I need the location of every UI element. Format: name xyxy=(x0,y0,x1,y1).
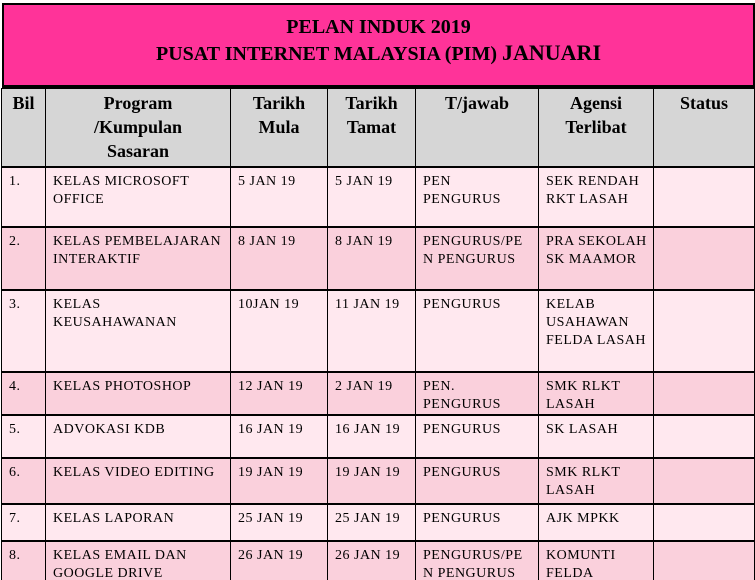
cell-agensi: SMK RLKT LASAH xyxy=(539,372,654,415)
cell-tarikh-tamat: 11 JAN 19 xyxy=(328,290,416,372)
cell-tarikh-mula: 19 JAN 19 xyxy=(231,458,328,504)
cell-tjawab: PENGURUS/PE N PENGURUS xyxy=(416,227,539,290)
cell-status xyxy=(654,372,755,415)
cell-program: KELAS LAPORAN xyxy=(46,504,231,541)
cell-tarikh-tamat: 26 JAN 19 xyxy=(328,541,416,580)
cell-bil: 7. xyxy=(2,504,46,541)
title-line-1: PELAN INDUK 2019 xyxy=(286,16,471,38)
cell-tjawab: PENGURUS xyxy=(416,458,539,504)
cell-agensi: PRA SEKOLAH SK MAAMOR xyxy=(539,227,654,290)
cell-status xyxy=(654,504,755,541)
col-header-tarikh-mula: Tarikh Mula xyxy=(231,89,328,168)
table-row xyxy=(2,541,755,580)
col-header-tjawab: T/jawab xyxy=(416,89,539,168)
cell-tarikh-mula: 10JAN 19 xyxy=(231,290,328,372)
col-header-tarikh-tamat: Tarikh Tamat xyxy=(328,89,416,168)
col-header-status: Status xyxy=(654,89,755,168)
col-header-program: Program /Kumpulan Sasaran xyxy=(46,89,231,168)
cell-tarikh-tamat: 8 JAN 19 xyxy=(328,227,416,290)
table-row xyxy=(2,290,755,372)
cell-status xyxy=(654,458,755,504)
cell-bil: 8. xyxy=(2,541,46,580)
cell-tarikh-tamat: 19 JAN 19 xyxy=(328,458,416,504)
cell-bil: 2. xyxy=(2,227,46,290)
cell-agensi: AJK MPKK xyxy=(539,504,654,541)
cell-agensi: KELAB USAHAWAN FELDA LASAH xyxy=(539,290,654,372)
cell-tarikh-mula: 5 JAN 19 xyxy=(231,167,328,227)
table-row xyxy=(2,372,755,415)
cell-bil: 5. xyxy=(2,415,46,458)
table-row xyxy=(2,167,755,227)
cell-bil: 1. xyxy=(2,167,46,227)
cell-program: KELAS VIDEO EDITING xyxy=(46,458,231,504)
cell-agensi: SMK RLKT LASAH xyxy=(539,458,654,504)
cell-bil: 3. xyxy=(2,290,46,372)
table-row xyxy=(2,227,755,290)
table-header-row xyxy=(2,89,755,168)
cell-tarikh-mula: 26 JAN 19 xyxy=(231,541,328,580)
cell-bil: 6. xyxy=(2,458,46,504)
title-banner xyxy=(2,3,755,88)
cell-tarikh-mula: 25 JAN 19 xyxy=(231,504,328,541)
cell-tarikh-tamat: 5 JAN 19 xyxy=(328,167,416,227)
cell-program: ADVOKASI KDB xyxy=(46,415,231,458)
cell-program: KELAS MICROSOFT OFFICE xyxy=(46,167,231,227)
cell-agensi: SEK RENDAH RKT LASAH xyxy=(539,167,654,227)
cell-tarikh-tamat: 25 JAN 19 xyxy=(328,504,416,541)
cell-status xyxy=(654,167,755,227)
cell-tarikh-mula: 16 JAN 19 xyxy=(231,415,328,458)
table-row xyxy=(2,458,755,504)
cell-program: KELAS EMAIL DAN GOOGLE DRIVE xyxy=(46,541,231,580)
cell-agensi: KOMUNTI FELDA xyxy=(539,541,654,580)
title-line-2 xyxy=(4,41,753,66)
cell-bil: 4. xyxy=(2,372,46,415)
title-organisation: PUSAT INTERNET MALAYSIA (PIM) xyxy=(156,43,497,65)
col-header-bil: Bil xyxy=(2,89,46,168)
table-row xyxy=(2,504,755,541)
cell-tjawab: PENGURUS xyxy=(416,415,539,458)
cell-tarikh-tamat: 2 JAN 19 xyxy=(328,372,416,415)
cell-tjawab: PEN. PENGURUS xyxy=(416,372,539,415)
cell-status xyxy=(654,290,755,372)
cell-program: KELAS PHOTOSHOP xyxy=(46,372,231,415)
cell-program: KELAS KEUSAHAWANAN xyxy=(46,290,231,372)
cell-tarikh-mula: 8 JAN 19 xyxy=(231,227,328,290)
cell-tarikh-tamat: 16 JAN 19 xyxy=(328,415,416,458)
cell-tarikh-mula: 12 JAN 19 xyxy=(231,372,328,415)
col-header-agensi: Agensi Terlibat xyxy=(539,89,654,168)
cell-agensi: SK LASAH xyxy=(539,415,654,458)
plan-table xyxy=(1,88,755,580)
cell-tjawab: PEN PENGURUS xyxy=(416,167,539,227)
cell-tjawab: PENGURUS xyxy=(416,504,539,541)
table-row xyxy=(2,415,755,458)
cell-status xyxy=(654,541,755,580)
cell-program: KELAS PEMBELAJARAN INTERAKTIF xyxy=(46,227,231,290)
title-month: JANUARI xyxy=(502,40,601,65)
cell-status xyxy=(654,227,755,290)
cell-status xyxy=(654,415,755,458)
cell-tjawab: PENGURUS/PE N PENGURUS xyxy=(416,541,539,580)
cell-tjawab: PENGURUS xyxy=(416,290,539,372)
